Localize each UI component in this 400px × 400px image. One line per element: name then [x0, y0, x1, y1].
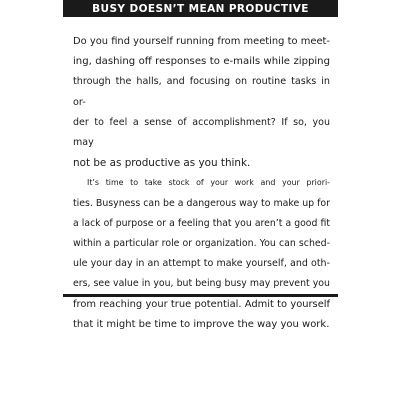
paragraph-line: ule your day in an attempt to make yourself, and oth-	[73, 258, 330, 270]
paragraph-line: within a particular role or organization. You can sched-	[73, 238, 330, 250]
paragraph-line: that it might be time to improve the way you work.	[73, 318, 330, 330]
paragraph-1	[73, 32, 330, 173]
paragraph-2	[73, 173, 330, 335]
paragraph-line: a lack of purpose or a feeling that you aren’t a good fit	[73, 217, 330, 229]
paragraph-line: ers, see value in you, but being busy may prevent you	[73, 278, 330, 290]
sidebar-title-bar	[63, 0, 338, 17]
paragraph-line: It’s time to take stock of your work and your priori-	[87, 178, 330, 188]
sidebar-title: BUSY DOESN’T MEAN PRODUCTIVE	[92, 2, 309, 15]
paragraph-line: through the halls, and focusing on routine tasks in or-	[73, 76, 330, 108]
paragraph-line: from reaching your true potential. Admit to yourself	[73, 298, 330, 310]
paragraph-line: Do you find yourself running from meeting to meet-	[73, 36, 330, 47]
paragraph-line: ties. Busyness can be a dangerous way to make up for	[73, 197, 330, 209]
paragraph-line: not be as productive as you think.	[73, 157, 251, 170]
bottom-rule	[63, 294, 338, 297]
paragraph-line: ing, dashing off responses to e-mails while zipping	[73, 56, 330, 68]
paragraph-line: der to feel a sense of accomplishment? If so, you may	[73, 116, 330, 149]
sidebar-body	[73, 32, 330, 335]
